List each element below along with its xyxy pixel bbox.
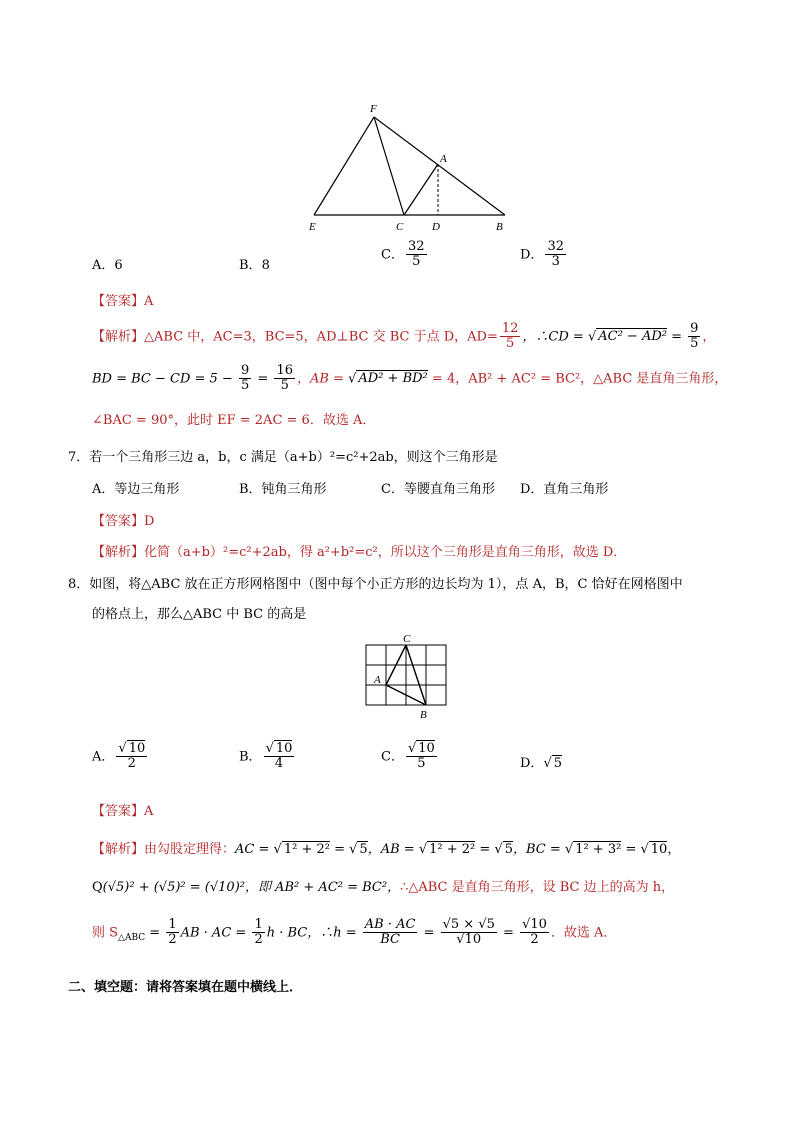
sqrt-expression: AC² − AD² — [598, 329, 667, 345]
grid-label-a: A — [374, 674, 381, 686]
sqrt-expression: 5 — [504, 842, 513, 857]
text: = 4，AB² + AC² = BC²，△ABC 是直角三角形， — [427, 371, 728, 387]
q7-option-a[interactable]: A．等边三角形 — [92, 482, 180, 497]
label-b: B — [496, 221, 503, 233]
text: BD = BC − CD = 5 − — [92, 371, 237, 387]
fraction-denominator: 2 — [254, 932, 263, 948]
fraction-numerator: 9 — [690, 321, 699, 336]
option-letter: A． — [92, 258, 115, 273]
fraction-denominator: 2 — [530, 932, 539, 948]
fraction-numerator: AB · AC — [364, 917, 416, 932]
sqrt-expression: 10 — [418, 741, 435, 756]
subscript: △ABC — [118, 932, 146, 943]
q8-stem-line1: 8．如图，将△ABC 放在正方形网格图中（图中每个小正方形的边长均为 1），点 A，B，C 恰好在网格图中 — [68, 577, 683, 592]
triangle-figure — [300, 98, 520, 236]
q8-option-b[interactable]: B． $\frac{√ 10}{4}$ — [239, 741, 293, 772]
option-letter: C． — [381, 749, 404, 765]
answer-value: A — [144, 294, 154, 309]
text: △ABC 中，AC=3，BC=5，AD⊥BC 交 BC 于点 D，AD= — [144, 329, 498, 345]
q8-option-a[interactable]: A． $\frac{√ 10}{2}$ — [92, 741, 146, 772]
fraction-numerator: 32 — [547, 239, 564, 254]
fraction-numerator: √10 — [522, 917, 547, 932]
fraction-denominator: 5 — [412, 254, 421, 270]
sqrt-expression: 5 — [553, 756, 563, 771]
q6-option-c[interactable] — [381, 240, 429, 270]
q7-stem: 7．若一个三角形三边 a，b，c 满足（a+b）²=c²+2ab，则这个三角形是 — [68, 450, 498, 465]
answer-tag: 【答案】 — [92, 294, 145, 309]
q6-analysis-line2: BD = BC − CD = 5 − $\frac{9}{5}$ = $\frac{16}{5}$ ，AB = √ AD² + BD² = 4，AB² + AC² = BC²，△ABC 是直角三角形， — [92, 363, 728, 394]
grid-label-b: B — [420, 709, 427, 721]
text: 由勾股定理得： — [144, 842, 236, 857]
q6-answer — [92, 290, 153, 309]
q7-option-c[interactable]: C．等腰直角三角形 — [381, 482, 495, 497]
q8-answer — [92, 800, 153, 819]
sqrt-expression: 1² + 3² — [575, 842, 622, 857]
option-letter: D． — [520, 247, 544, 263]
text: ，AB = — [367, 842, 419, 857]
text: = — [419, 925, 439, 941]
fraction-denominator: BC — [380, 932, 400, 948]
sqrt-expression: 1² + 2² — [429, 842, 476, 857]
text: ∠BAC = 90°，此时 EF = 2AC = 6．故选 A． — [92, 413, 376, 428]
sqrt-expression: 10 — [128, 741, 146, 756]
fraction-numerator: 1 — [254, 917, 263, 932]
analysis-tag: 【解析】 — [92, 545, 145, 560]
fraction-denominator: 5 — [690, 336, 699, 352]
q7-option-d[interactable]: D．直角三角形 — [520, 482, 609, 497]
fraction-numerator: 9 — [241, 363, 250, 378]
text: ， — [667, 842, 681, 857]
fraction-denominator: 2 — [168, 932, 177, 948]
sqrt-expression: AD² + BD² — [358, 371, 428, 387]
option-value: 8 — [261, 258, 270, 273]
q6-analysis-line1: 【解析】△ABC 中，AC=3，BC=5，AD⊥BC 交 BC 于点 D，AD= $\frac{12}{5}$ ，∴CD = √ AC² − AD² = $\frac{9}{5}$ ， — [92, 321, 716, 352]
label-a: A — [440, 153, 447, 165]
grid-figure — [358, 630, 454, 722]
text: = — [475, 842, 495, 857]
text: ， — [702, 329, 716, 345]
answer-value: A — [144, 804, 154, 819]
answer-tag: 【答案】 — [92, 514, 145, 529]
q8-analysis-line1: 【解析】由勾股定理得：AC = √ 1² + 2² = √ 5，AB = √ 1² + 2² = √ 5，BC = √ 1² + 3² = √ 10， — [92, 842, 681, 857]
fraction-denominator: 5 — [417, 756, 426, 772]
text: ，∴CD = — [522, 329, 588, 345]
text: ，AB = — [297, 371, 349, 387]
q8-option-c[interactable]: C． $\frac{√ 10}{5}$ — [381, 741, 435, 772]
analysis-tag: 【解析】 — [92, 329, 145, 345]
answer-value: D — [144, 514, 155, 529]
text: ，BC = — [512, 842, 565, 857]
q7-answer — [92, 510, 154, 529]
q8-option-d[interactable]: D．√ 5 — [520, 756, 563, 771]
text: 化简（a+b）²=c²+2ab，得 a²+b²=c²，所以这个三角形是直角三角形，故选 D． — [144, 545, 627, 560]
section-title: 二、填空题：请将答案填在题中横线上． — [68, 980, 303, 995]
q7-analysis — [92, 541, 626, 560]
text: AC = — [235, 842, 274, 857]
fraction-denominator: 4 — [274, 756, 284, 772]
text: = — [145, 925, 165, 941]
option-letter: A． — [92, 749, 115, 765]
q8-analysis-line2 — [92, 876, 674, 895]
text: = — [329, 842, 350, 857]
text: = — [253, 371, 273, 387]
text: ∴△ABC 是直角三角形，设 BC 边上的高为 h， — [400, 880, 675, 895]
q6-option-d[interactable] — [520, 240, 568, 270]
option-value: 6 — [114, 258, 123, 273]
sqrt-expression: 10 — [275, 741, 293, 756]
fraction-denominator: √10 — [456, 932, 482, 948]
fraction-denominator: 2 — [127, 756, 136, 772]
sqrt-expression: 1² + 2² — [283, 842, 330, 857]
text: = — [498, 925, 519, 941]
q6-option-a[interactable] — [92, 254, 123, 273]
text: (√5)² + (√5)² = (√10)²，即 AB² + AC² = BC²， — [102, 880, 401, 895]
q6-analysis-line3 — [92, 409, 375, 428]
text: = — [666, 329, 687, 345]
label-c: C — [396, 221, 404, 233]
fraction-numerator: 16 — [276, 363, 293, 378]
answer-tag: 【答案】 — [92, 804, 145, 819]
fraction-numerator: √5 × √5 — [442, 917, 495, 932]
fraction-numerator: 32 — [407, 239, 425, 254]
sqrt-expression: 10 — [650, 842, 668, 857]
fraction-numerator: 12 — [501, 321, 519, 336]
option-letter: C． — [381, 247, 404, 263]
grid-label-c: C — [403, 633, 411, 645]
q6-option-b[interactable] — [239, 254, 270, 273]
text: = — [621, 842, 641, 857]
q8-stem-line2: 的格点上，那么△ABC 中 BC 的高是 — [92, 607, 307, 622]
q8-analysis-line3 — [92, 918, 616, 948]
text: 则 S — [92, 925, 119, 941]
text: h · BC，∴h = — [266, 925, 361, 941]
fraction-denominator: 5 — [280, 378, 289, 394]
text: AB · AC = — [180, 925, 251, 941]
fraction-numerator: 1 — [168, 917, 177, 932]
sqrt-expression: 5 — [359, 842, 368, 857]
q7-option-b[interactable]: B．钝角三角形 — [239, 482, 327, 497]
analysis-tag: 【解析】 — [92, 842, 145, 857]
fraction-denominator: 5 — [505, 336, 515, 352]
label-e: E — [309, 221, 316, 233]
option-letter: B． — [239, 258, 262, 273]
fraction-denominator: 5 — [241, 378, 250, 394]
option-letter: D． — [520, 756, 544, 771]
text: Q — [92, 880, 103, 895]
label-d: D — [432, 221, 440, 233]
label-f: F — [370, 103, 377, 115]
fraction-denominator: 3 — [551, 254, 560, 270]
option-letter: B． — [239, 749, 262, 765]
text: ．故选 A． — [550, 925, 617, 941]
